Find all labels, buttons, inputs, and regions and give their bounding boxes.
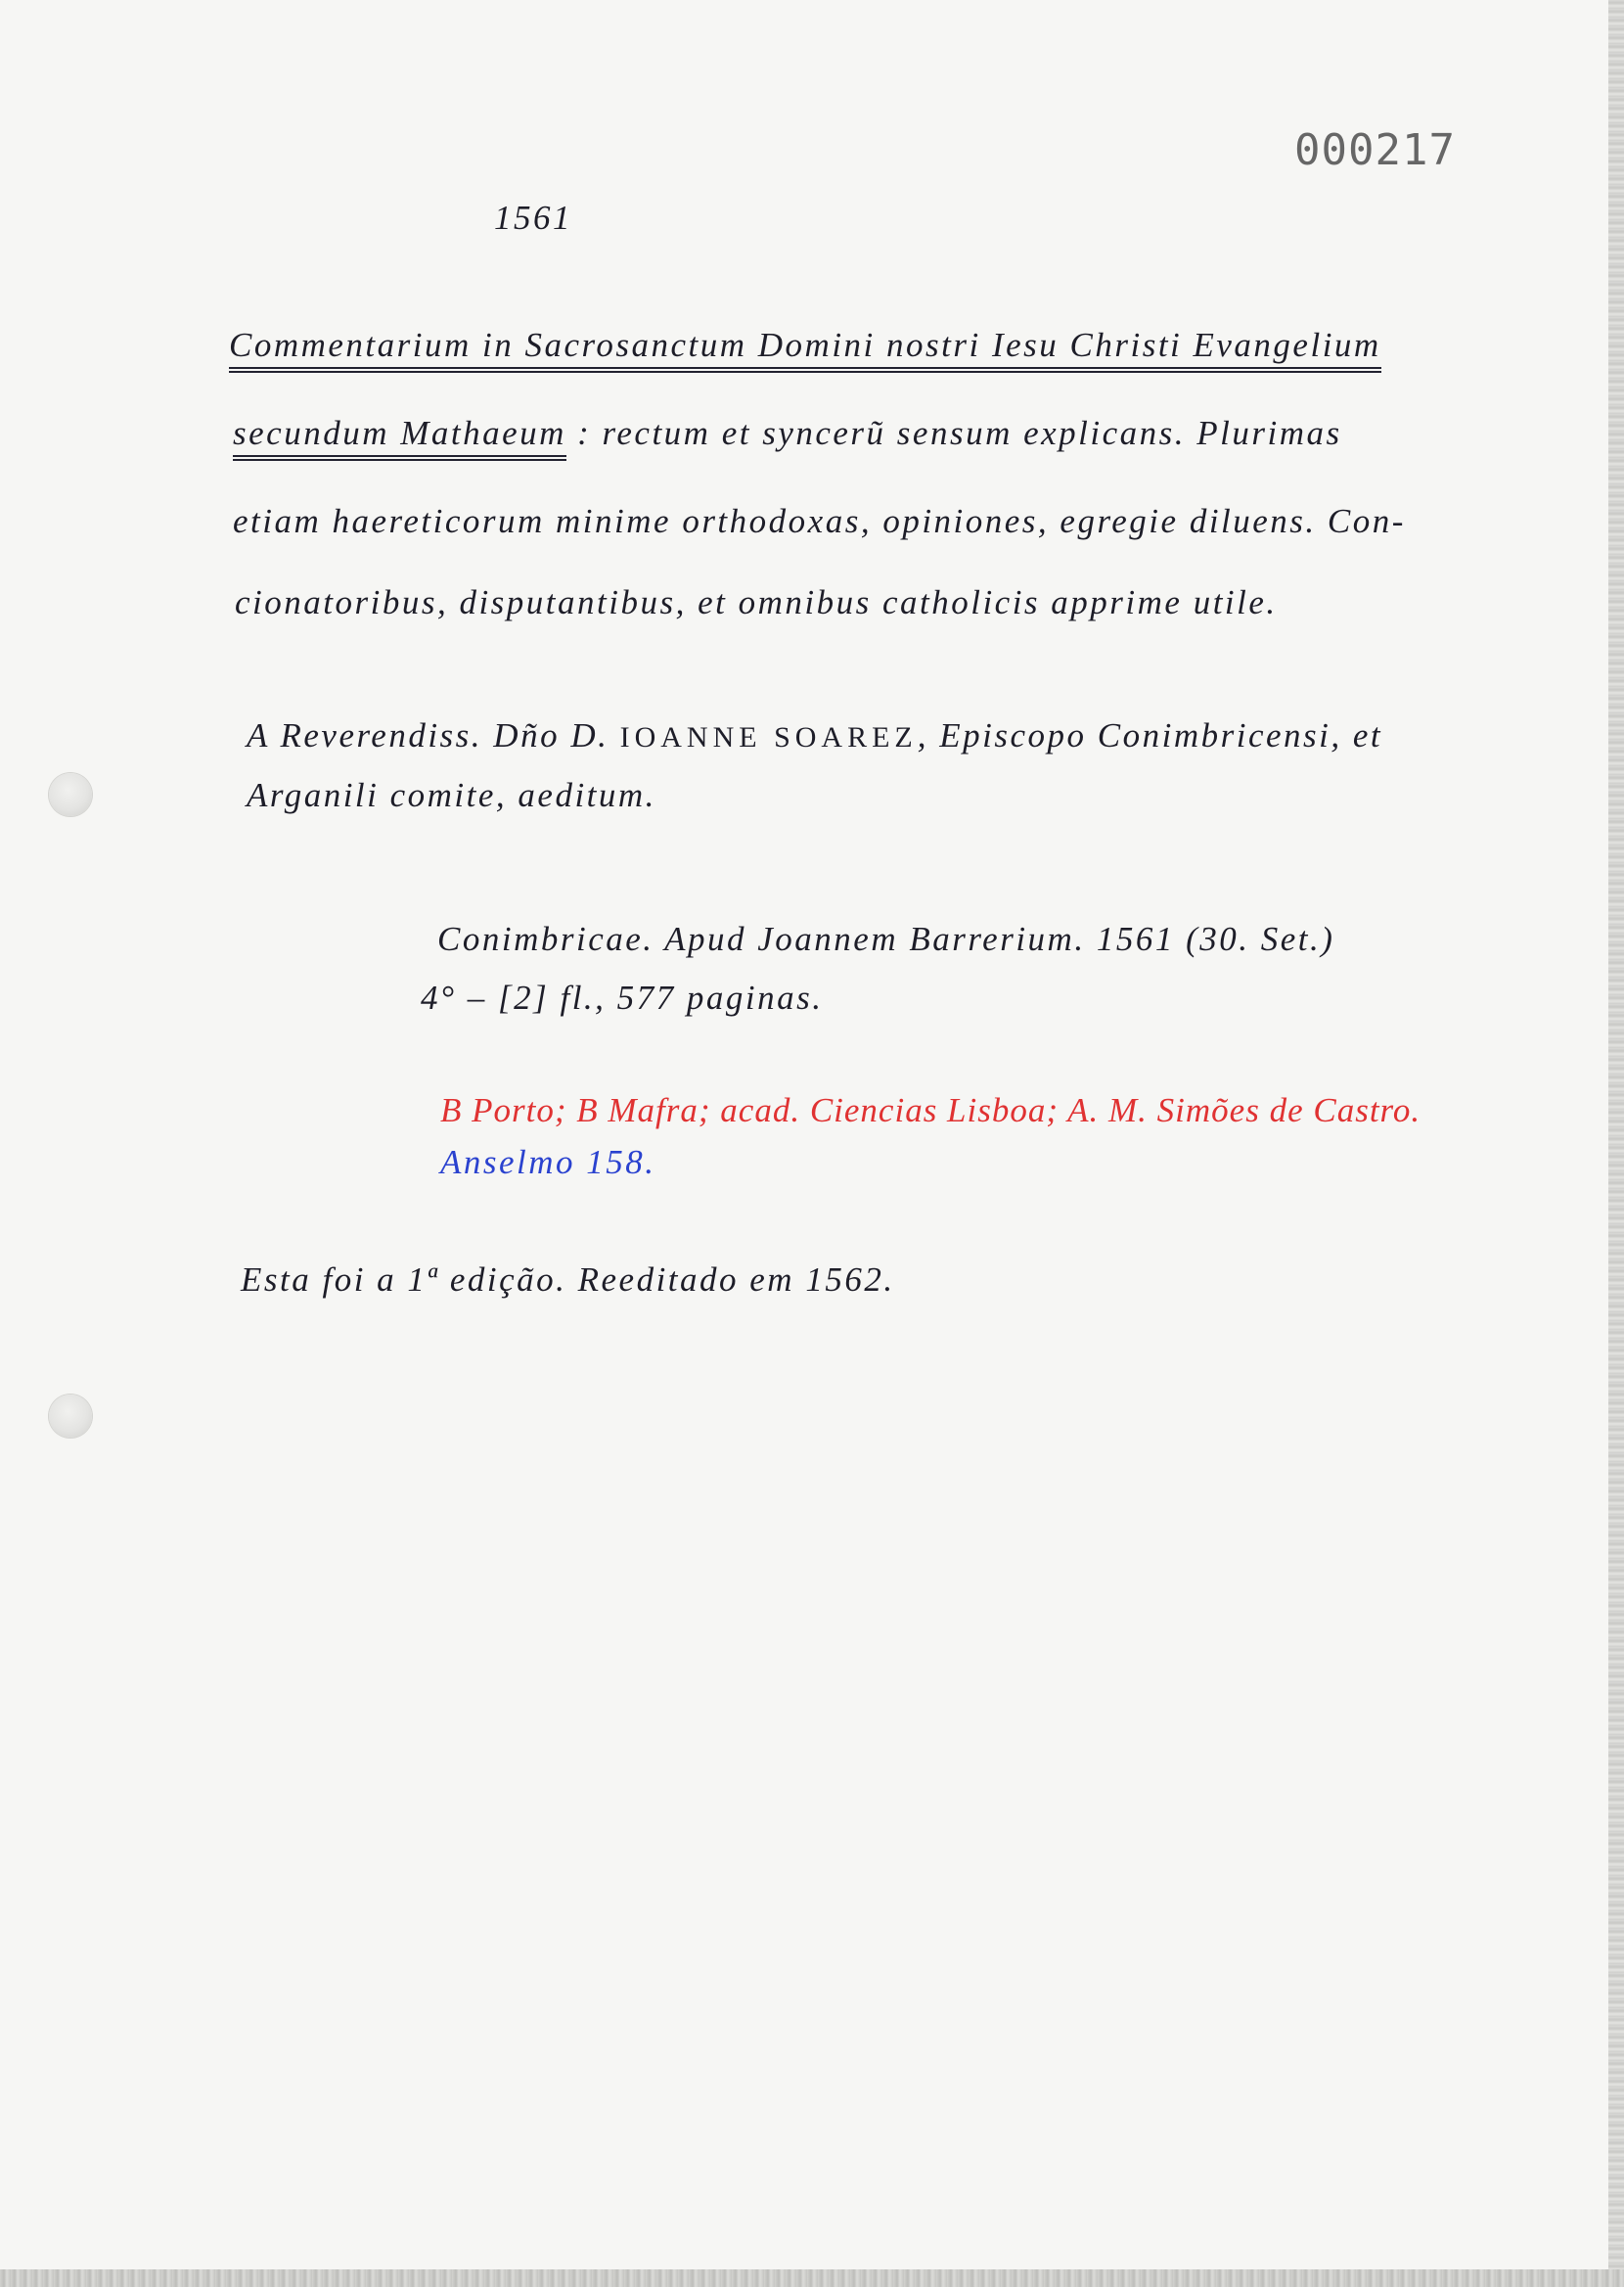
dedication-name: IOANNE SOAREZ	[619, 721, 918, 754]
dedication-line-1	[247, 718, 1382, 753]
stamp-number: 000217	[1294, 125, 1456, 175]
punch-hole-upper	[49, 773, 92, 816]
title-line-1-text: Commentarium in Sacrosanctum Domini nostri Iesu Christi Evangelium	[229, 328, 1381, 373]
year: 1561	[494, 199, 572, 237]
dedication-line-2: Arganili comite, aeditum.	[247, 776, 656, 814]
title-line-2-text: : rectum et syncerũ sensum explicans. Plurimas	[565, 414, 1342, 452]
title-line-2	[233, 416, 1342, 461]
reference-note: Anselmo 158.	[440, 1143, 656, 1181]
title-underlined-text: secundum Mathaeum	[233, 416, 566, 461]
dedication-suffix: , Episcopo Conimbricensi, et	[917, 716, 1383, 755]
edition-note: Esta foi a 1ª edição. Reeditado em 1562.	[241, 1260, 895, 1299]
imprint-line-2: 4° – [2] fl., 577 paginas.	[421, 979, 824, 1017]
scan-edge-right	[1608, 0, 1624, 2287]
punch-hole-lower	[49, 1395, 92, 1438]
holdings-note: B Porto; B Mafra; acad. Ciencias Lisboa; A. M. Simões de Castro.	[440, 1091, 1421, 1129]
imprint-line-1: Conimbricae. Apud Joannem Barrerium. 1561 (30. Set.)	[437, 920, 1335, 958]
title-line-3: etiam haereticorum minime orthodoxas, opiniones, egregie diluens. Con-	[233, 502, 1406, 540]
title-line-4: cionatoribus, disputantibus, et omnibus catholicis apprime utile.	[235, 583, 1278, 621]
dedication-prefix: A Reverendiss. Dño D.	[247, 716, 609, 755]
scan-edge-bottom	[0, 2269, 1624, 2287]
title-line-1	[229, 328, 1381, 373]
